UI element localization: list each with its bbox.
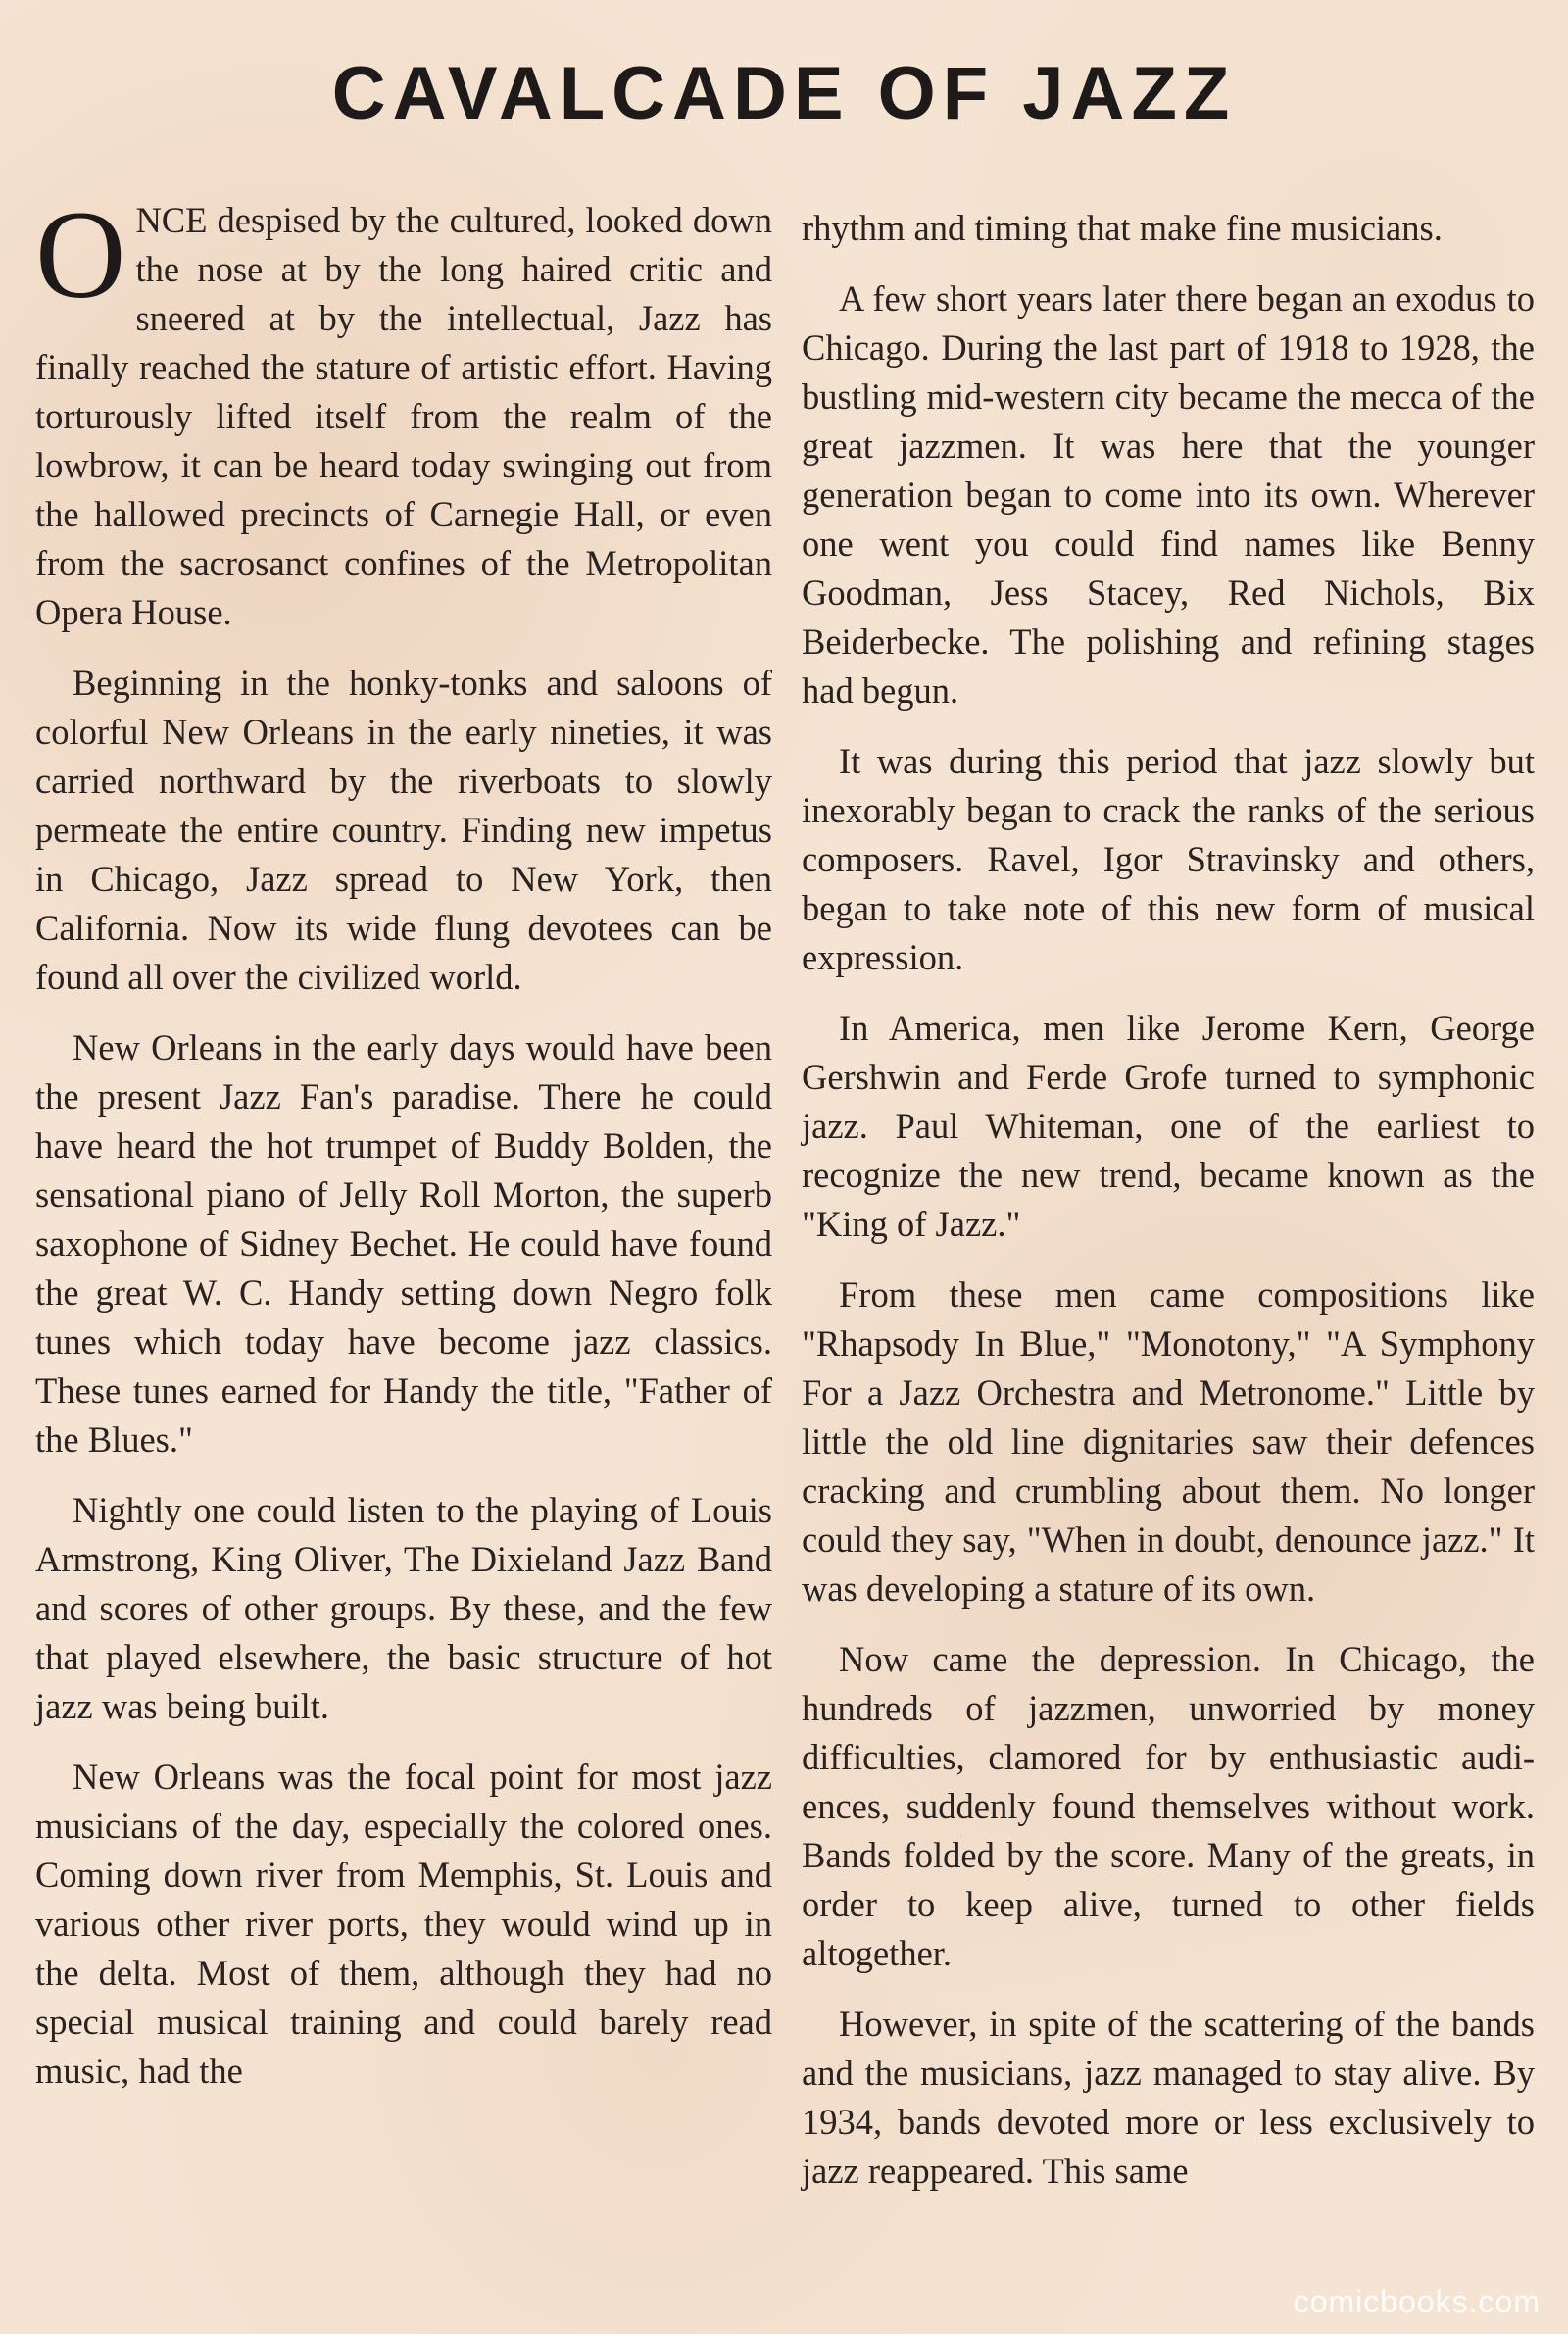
drop-cap: O <box>35 185 126 324</box>
paragraph-4: Nightly one could listen to the playing of Louis Armstrong, King Oliver, The Dixieland Jazz Band and scores of other groups. By these, and the few that played elsewhere, the basic structure of hot jazz was being built. <box>35 1490 772 1726</box>
paragraph-1-text: NCE despised by the cultured, looked down the nose at by the long haired critic and sneered at by the intellectual, Jazz has finally reached the stature of artistic effort. Having torturously lifted itself from the realm of the lowbrow, it can be heard today swinging out from the hallowed precincts of Carnegie Hall, or even from the sacrosanct confines of the Metropolitan Opera House. <box>35 200 772 632</box>
paragraph-7: A few short years later there began an exodus to Chicago. During the last part of 1918 to 1928, the bustling mid-western city became the mecca of the great jazzmen. It was here that the younger generation began to come into its own. Wherever one went you could find names like Benny Goodman, Jess Stacey, Red Nichols, Bix Beiderbecke. The polishing and refining stages had begun. <box>802 278 1535 711</box>
paragraph-9: In America, men like Jerome Kern, George Gershwin and Ferde Grofe turned to symphonic jazz. Paul Whiteman, one of the earliest to recognize the new trend, became known as the "King of Jazz." <box>802 1008 1535 1244</box>
paragraph-5: New Orleans was the focal point for most jazz musicians of the day, especially the colored ones. Coming down river from Memphis, St. Louis and various other river ports, they would wind up in the delta. Most of them, although they had no special musical training and could barely read music, had the <box>35 1757 772 2091</box>
article-title: CAVALCADE OF JAZZ <box>331 52 1237 135</box>
paragraph-10: From these men came compositions like "Rhapsody In Blue," "Monotony," "A Symphony For a Jazz Orchestra and Metronome." Little by little the old line dignitaries saw their defences cracking and crumbling about them. No longer could they say, "When in doubt, denounce jazz." It was developing a stature of its own. <box>802 1274 1535 1609</box>
right-column <box>802 204 1535 2217</box>
left-column <box>35 185 772 2117</box>
paragraph-6: rhythm and timing that make fine musicians. <box>802 208 1443 248</box>
paragraph-11: Now came the depression. In Chicago, the hundreds of jazzmen, unworried by money difficulties, clamored for by enthusiastic audiences, suddenly found themselves without work. Bands folded by the score. Many of the greats, in order to keep alive, turned to other fields altogether. <box>802 1639 1535 1973</box>
site-watermark: comicbooks.com <box>1293 2284 1541 2319</box>
paragraph-8: It was during this period that jazz slowly but inexorably began to crack the ranks of the serious composers. Ravel, Igor Stravinsky and others, began to take note of this new form of musical expression. <box>802 741 1535 977</box>
paragraph-12: However, in spite of the scattering of the bands and the musicians, jazz managed to stay alive. By 1934, bands devoted more or less exclusively to jazz reappeared. This same <box>802 2004 1535 2191</box>
paragraph-3: New Orleans in the early days would have been the present Jazz Fan's paradise. There he could have heard the hot trumpet of Buddy Bolden, the sensational piano of Jelly Roll Morton, the superb saxophone of Sidney Bechet. He could have found the great W. C. Handy setting down Negro folk tunes which today have become jazz classics. These tunes earned for Handy the title, "Father of the Blues." <box>35 1027 772 1460</box>
paragraph-1 <box>35 185 772 637</box>
paragraph-2: Beginning in the honky-tonks and saloons of colorful New Orleans in the early nineties, it was carried northward by the riverboats to slowly permeate the entire country. Finding new impetus in Chicago, Jazz spread to New York, then California. Now its wide flung devotees can be found all over the civilized world. <box>35 663 772 997</box>
